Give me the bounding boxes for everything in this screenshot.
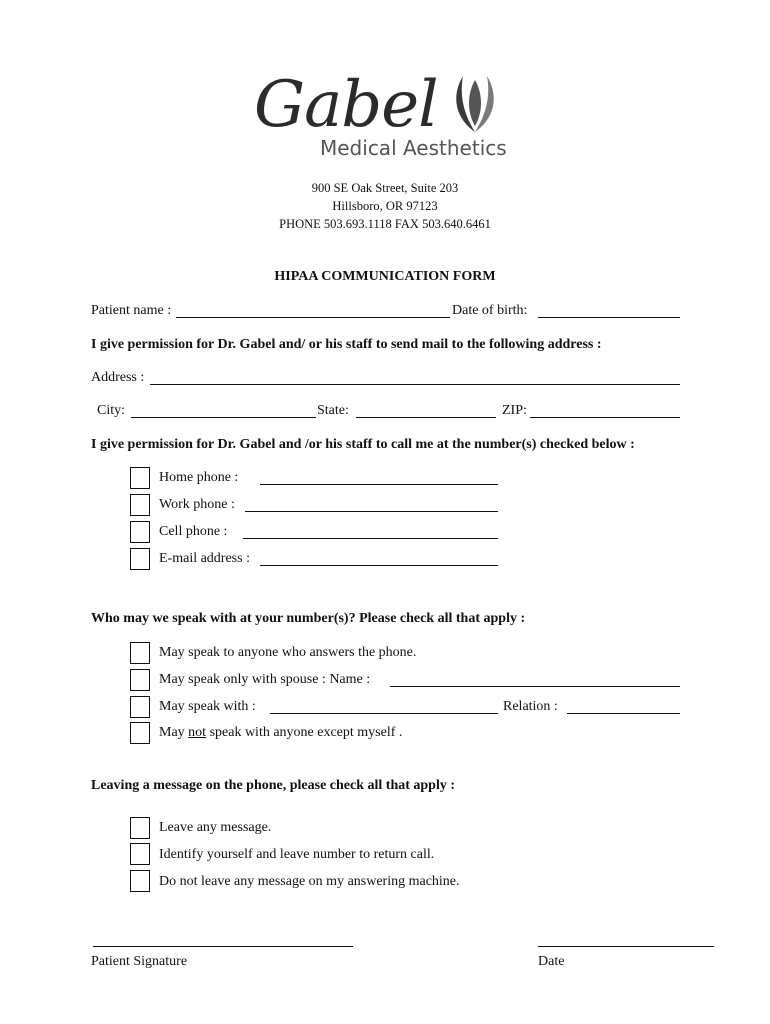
- state-field[interactable]: [356, 417, 496, 418]
- speak-anyone-checkbox[interactable]: [130, 642, 150, 664]
- dob-label: Date of birth:: [452, 303, 528, 318]
- logo: [250, 62, 520, 172]
- work-phone-field[interactable]: [245, 511, 498, 512]
- leave-any-message-checkbox[interactable]: [130, 817, 150, 839]
- cell-phone-checkbox[interactable]: [130, 521, 150, 543]
- leave-any-message-label: Leave any message.: [159, 820, 272, 835]
- identify-yourself-label: Identify yourself and leave number to return call.: [159, 847, 435, 862]
- address-phone-fax: PHONE 503.693.1118 FAX 503.640.6461: [279, 217, 491, 231]
- zip-field[interactable]: [530, 417, 680, 418]
- work-phone-label: Work phone :: [159, 497, 235, 512]
- home-phone-checkbox[interactable]: [130, 467, 150, 489]
- mail-permission-text: I give permission for Dr. Gabel and/ or his staff to send mail to the following address :: [91, 337, 602, 352]
- email-label: E-mail address :: [159, 551, 250, 566]
- patient-name-field[interactable]: [176, 317, 450, 318]
- cell-phone-field[interactable]: [243, 538, 498, 539]
- leaf-logo-icon: [445, 66, 505, 136]
- logo-script-text: Gabel: [254, 68, 438, 142]
- home-phone-label: Home phone :: [159, 470, 239, 485]
- city-label: City:: [97, 403, 126, 418]
- speak-with-checkbox[interactable]: [130, 696, 150, 718]
- call-permission-text: I give permission for Dr. Gabel and /or his staff to call me at the number(s) checked below :: [91, 437, 635, 452]
- dob-field[interactable]: [538, 317, 680, 318]
- no-message-label: Do not leave any message on my answering machine.: [159, 874, 460, 889]
- speak-anyone-label: May speak to anyone who answers the phone.: [159, 645, 417, 660]
- signature-label: Patient Signature: [91, 954, 188, 969]
- logo-subtitle: Medical Aesthetics: [320, 136, 507, 160]
- speak-not-label: [159, 725, 402, 741]
- email-field[interactable]: [260, 565, 498, 566]
- patient-name-label: Patient name :: [91, 303, 172, 318]
- home-phone-field[interactable]: [260, 484, 498, 485]
- speak-not-word: not: [188, 725, 207, 740]
- relation-label: Relation :: [503, 699, 558, 714]
- no-message-checkbox[interactable]: [130, 870, 150, 892]
- state-label: State:: [317, 403, 349, 418]
- work-phone-checkbox[interactable]: [130, 494, 150, 516]
- signature-field[interactable]: [93, 946, 353, 947]
- speak-not-prefix: May: [159, 725, 185, 740]
- speak-with-label: May speak with :: [159, 699, 256, 714]
- address-city: Hillsboro, OR 97123: [332, 199, 438, 213]
- speak-not-suffix: speak with anyone except myself .: [209, 725, 403, 740]
- address-label: Address :: [91, 370, 145, 385]
- email-checkbox[interactable]: [130, 548, 150, 570]
- speak-spouse-label: May speak only with spouse : Name :: [159, 672, 371, 687]
- cell-phone-label: Cell phone :: [159, 524, 228, 539]
- form-title: HIPAA COMMUNICATION FORM: [274, 269, 496, 284]
- zip-label: ZIP:: [502, 403, 527, 418]
- city-field[interactable]: [131, 417, 316, 418]
- date-field[interactable]: [538, 946, 714, 947]
- address-street: 900 SE Oak Street, Suite 203: [311, 181, 459, 195]
- speak-not-checkbox[interactable]: [130, 722, 150, 744]
- speak-heading: Who may we speak with at your number(s)? Please check all that apply :: [91, 611, 526, 626]
- address-field[interactable]: [150, 384, 680, 385]
- spouse-name-field[interactable]: [390, 686, 680, 687]
- speak-with-field[interactable]: [270, 713, 498, 714]
- speak-spouse-checkbox[interactable]: [130, 669, 150, 691]
- date-label: Date: [538, 954, 565, 969]
- identify-yourself-checkbox[interactable]: [130, 843, 150, 865]
- message-heading: Leaving a message on the phone, please check all that apply :: [91, 778, 456, 793]
- relation-field[interactable]: [567, 713, 680, 714]
